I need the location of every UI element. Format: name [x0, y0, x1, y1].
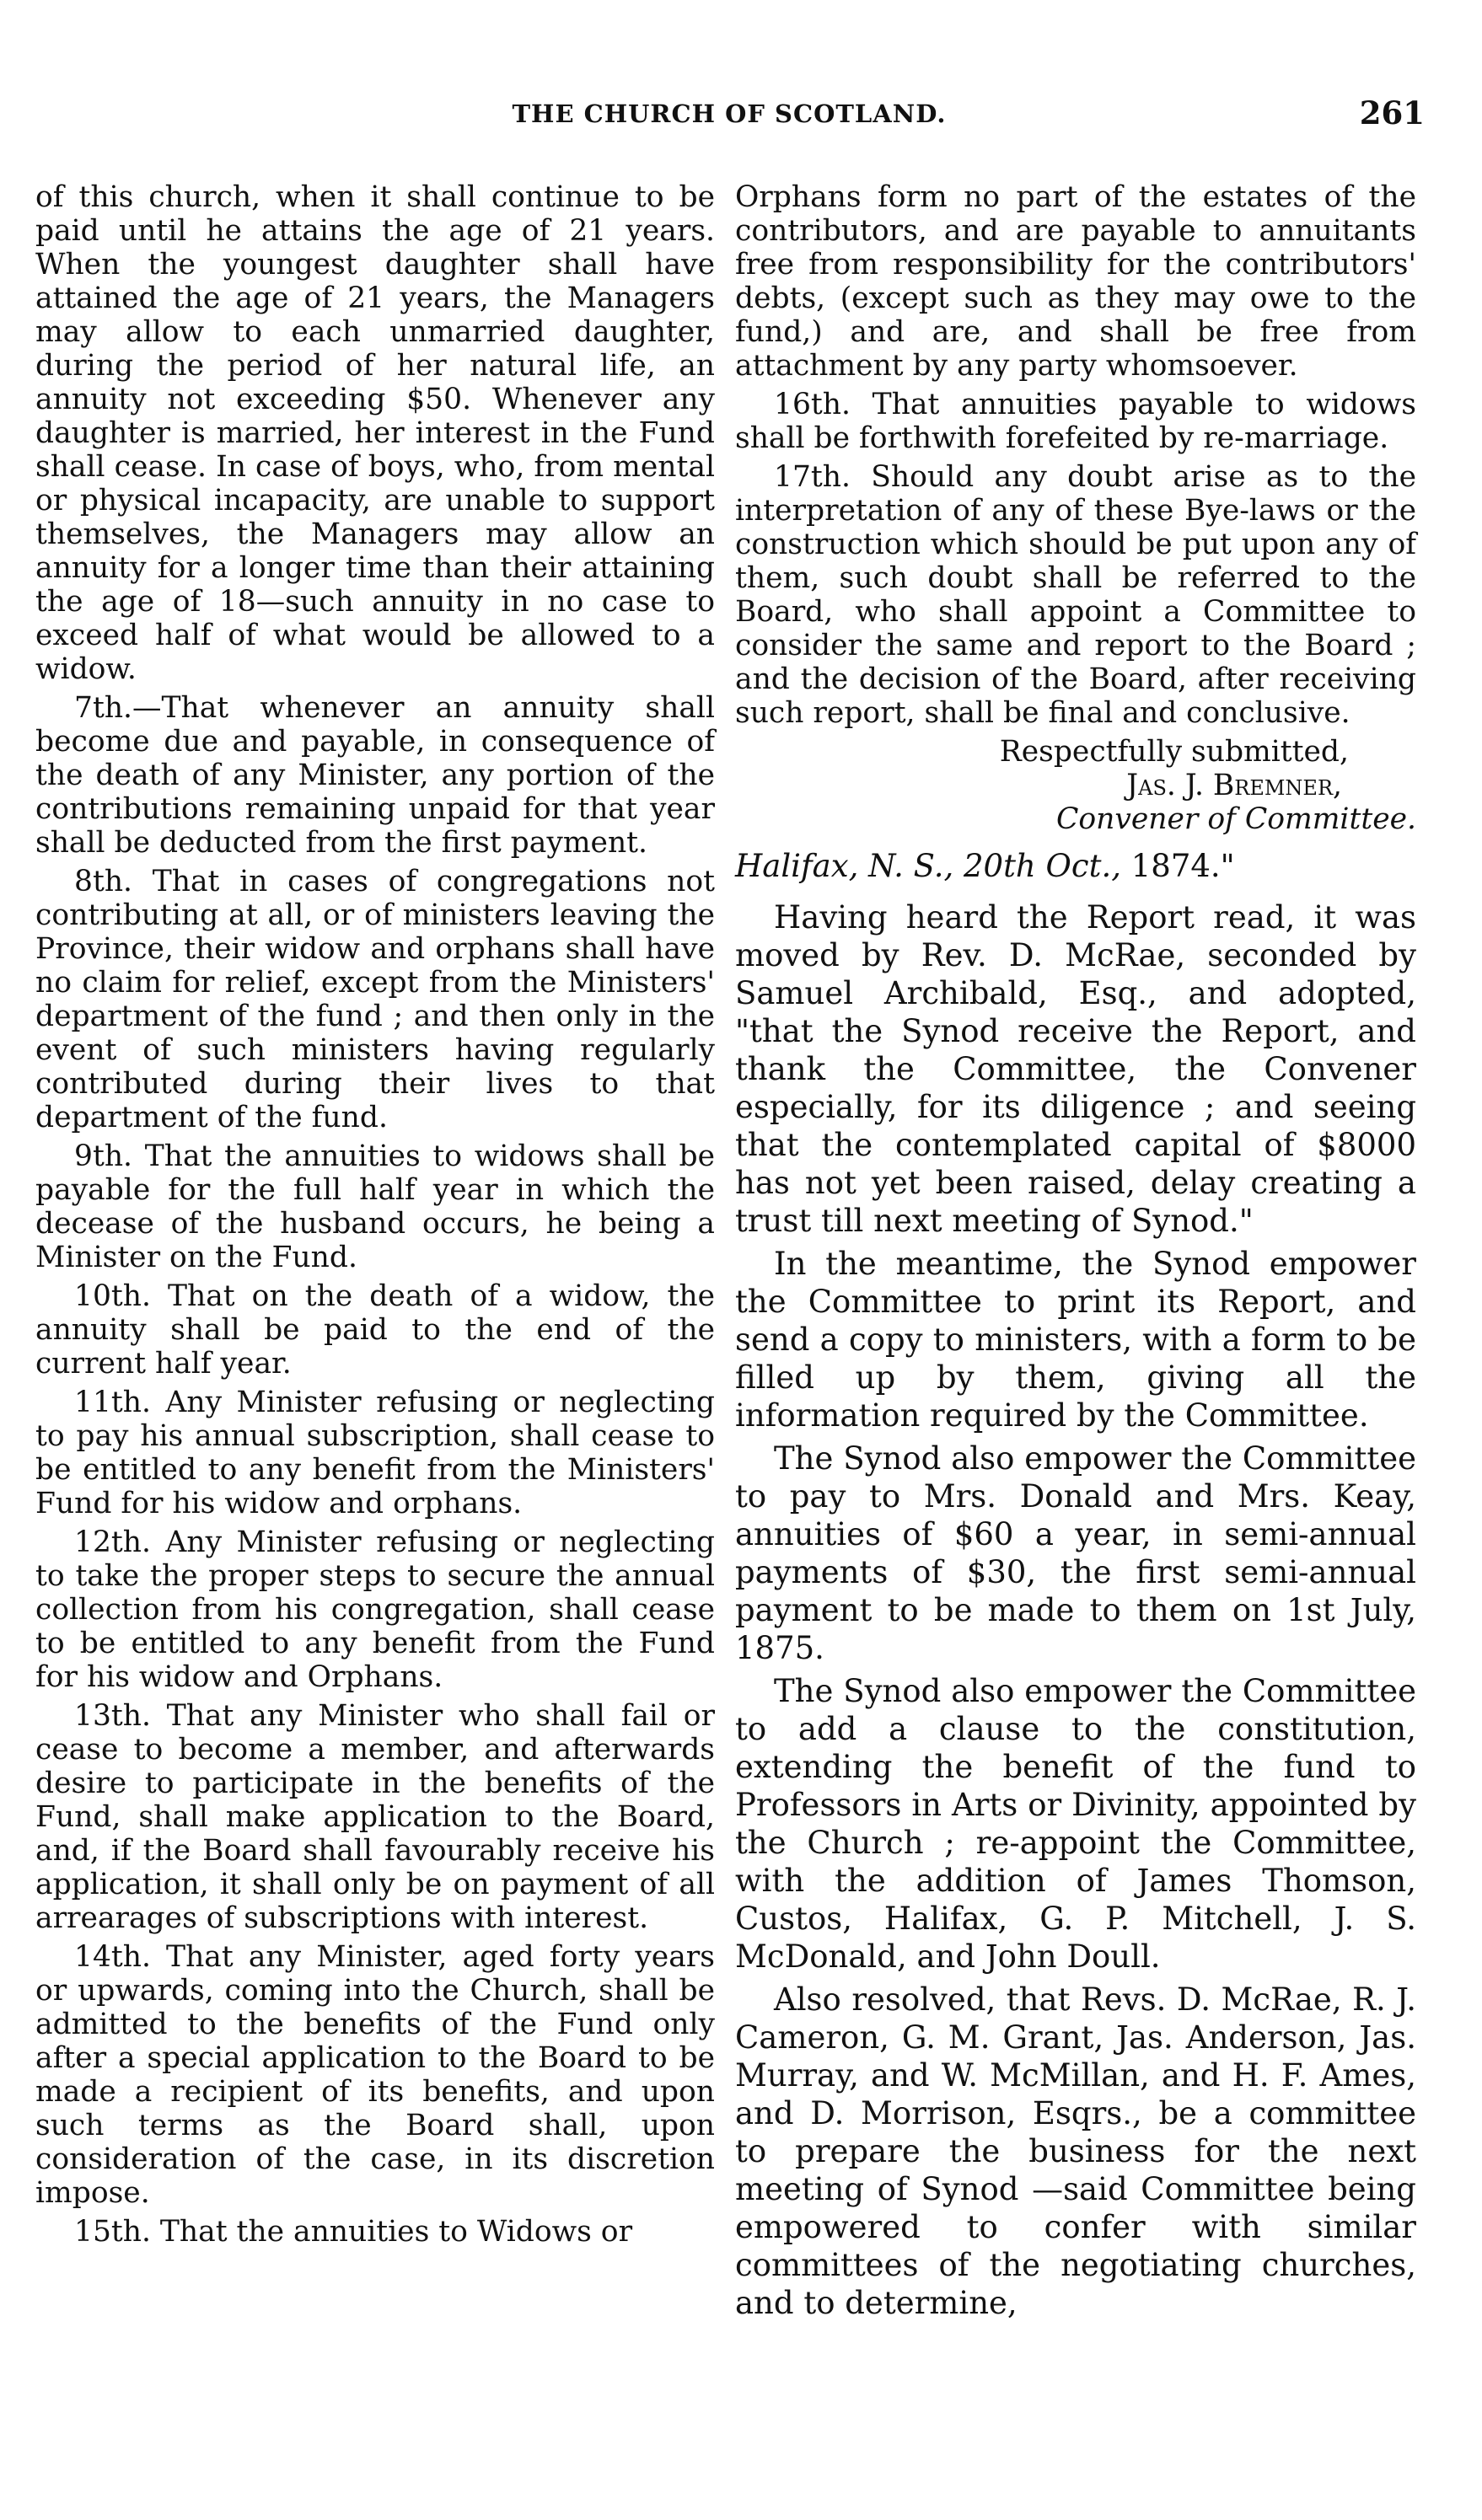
bylaw-15-continuation: Orphans form no part of the estates of the contributors, and are payable to annuitants free from responsibility for the contributors' debts, (except such as they may owe to the fund,) and are, and shall be free from attachment by any party whomsoever. — [735, 180, 1416, 383]
year: 1874." — [1130, 848, 1235, 884]
minute-constitution-clause: The Synod also empower the Committee to add a clause to the constitution, extending the benefit of the fund to Professors in Arts or Divinity, appointed by the Church ; re-appoint the Committee, with the addition of James Thomson, Custos, Halifax, G. P. Mitchell, J. S. McDonald, and John Doull. — [735, 1673, 1416, 1975]
bylaw-7: 7th.—That whenever an annuity shall become due and payable, in consequence of the death of any Minister, any portion of the contributions remaining unpaid for that year shall be deducted from the first payment. — [35, 691, 715, 860]
bylaw-15: 15th. That the annuities to Widows or — [74, 2215, 633, 2249]
running-title: THE CHURCH OF SCOTLAND. — [512, 99, 947, 128]
signature-name: Jas. J. Bremner, — [1126, 769, 1342, 802]
minute-annuities: The Synod also empower the Committee to pay to Mrs. Donald and Mrs. Keay, annuities of $60 a year, in semi-annual payments of $30, the first semi-annual payment to be made to them on 1st July, 1875. — [735, 1440, 1416, 1666]
place: Halifax, N. S., — [735, 848, 954, 884]
bylaw-14: 14th. That any Minister, aged forty years or upwards, coming into the Church, shall be admitted to the benefits of the Fund only after a special application to the Board to be made a recipient of its benefits, and upon such terms as the Board shall, upon consideration of the case, in its discretion impose. — [35, 1940, 715, 2210]
bylaw-12: 12th. Any Minister refusing or neglecting to take the proper steps to secure the annual collection from his congregation, shall cease to be entitled to any benefit from the Fund for his widow and Orphans. — [35, 1525, 715, 1694]
page-header — [34, 94, 1425, 150]
bylaw-17: 17th. Should any doubt arise as to the interpretation of any of these Bye-laws or the construction which should be put upon any of them, such doubt shall be referred to the Board, who shall appoint a Committee to consider the same and report to the Board ; and the decision of the Board, after receiving such report, shall be final and conclusive. — [735, 460, 1416, 730]
minute-print-report: In the meantime, the Synod empower the Committee to print its Report, and send a copy to ministers, with a form to be filled up by them, giving all the information required by the Committee. — [735, 1246, 1416, 1434]
bylaw-8: 8th. That in cases of congregations not contributing at all, or of ministers leaving the Province, their widow and orphans shall have no claim for relief, except from the Ministers' department of the fund ; and then only in the event of such ministers having regularly contributed during their lives to that department of the fund. — [35, 865, 715, 1134]
minute-business-committee: Also resolved, that Revs. D. McRae, R. J. Cameron, G. M. Grant, Jas. Anderson, Jas. Murray, and W. McMillan, and H. F. Ames, and D. Morrison, Esqrs., be a committee to prepare the business for the next meeting of Synod —said Committee being empowered to confer with similar committees of the negotiating churches, and to determine, — [735, 1981, 1416, 2321]
bylaw-13: 13th. That any Minister who shall fail or cease to become a member, and afterwards desire to participate in the benefits of the Fund, shall make application to the Board, and, if the Board shall favourably receive his application, it shall only be on payment of all arrearages of subscriptions with interest. — [35, 1699, 715, 1935]
right-column — [735, 180, 1416, 2327]
signature-block — [735, 735, 1416, 836]
bylaw-16: 16th. That annuities payable to widows shall be forthwith forefeited by re-marriage. — [735, 388, 1416, 455]
left-column — [35, 180, 715, 2254]
paragraph-continuation: of this church, when it shall continue to be paid until he attains the age of 21 years. When the youngest daughter shall have attained the age of 21 years, the Managers may allow to each unmarried daughter, during the period of her natural life, an annuity not exceeding $50. Whenever any daughter is married, her interest in the Fund shall cease. In case of boys, who, from mental or physical incapacity, are unable to support themselves, the Managers may allow an annuity for a longer time than their attaining the age of 18—such annuity in no case to exceed half of what would be allowed to a widow. — [35, 180, 715, 686]
bylaw-10: 10th. That on the death of a widow, the annuity shall be paid to the end of the current half year. — [35, 1279, 715, 1381]
signature-closing: Respectfully submitted, — [999, 735, 1349, 769]
bylaw-9: 9th. That the annuities to widows shall be payable for the full half year in which the decease of the husband occurs, he being a Minister on the Fund. — [35, 1139, 715, 1274]
signature-title: Convener of Committee. — [1055, 802, 1416, 836]
bylaw-11: 11th. Any Minister refusing or neglecting to pay his annual subscription, shall cease to be entitled to any benefit from the Ministers' Fund for his widow and orphans. — [35, 1386, 715, 1520]
date: 20th Oct., — [963, 848, 1121, 884]
synod-minutes — [735, 898, 1416, 2322]
place-date-line — [735, 850, 1416, 883]
page-number: 261 — [1359, 94, 1425, 131]
minute-report-adopted: Having heard the Report read, it was moved by Rev. D. McRae, seconded by Samuel Archibald, Esq., and adopted, "that the Synod receive the Report, and thank the Committee, the Convener especially, for its diligence ; and seeing that the contemplated capital of $8000 has not yet been raised, delay creating a trust till next meeting of Synod." — [735, 899, 1416, 1239]
